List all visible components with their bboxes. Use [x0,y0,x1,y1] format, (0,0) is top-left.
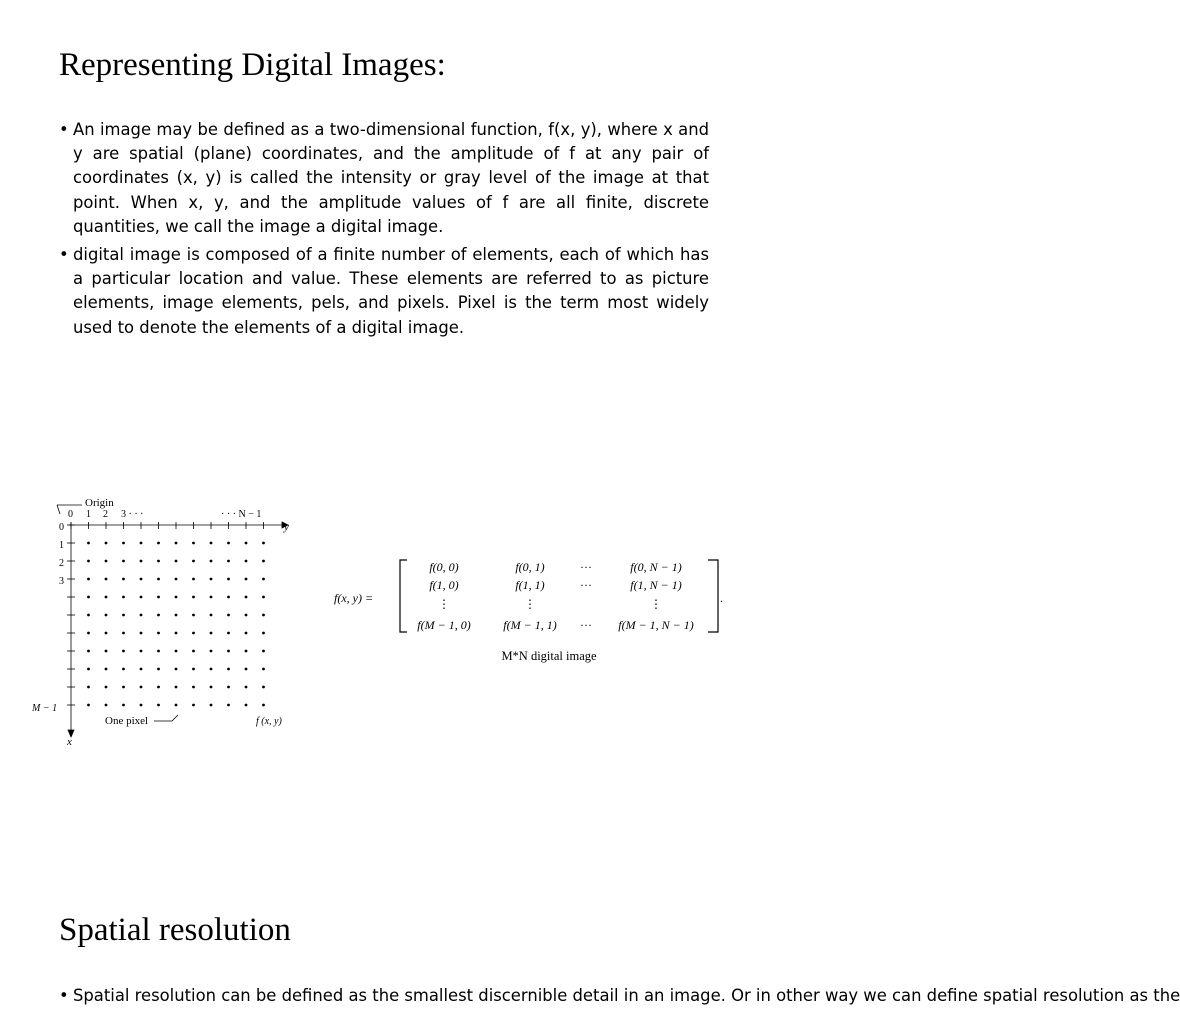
pixel-dot [87,596,90,599]
pixel-dot [122,704,125,707]
pixel-dot [262,686,265,689]
pixel-dot [140,650,143,653]
pixel-dot [245,704,248,707]
pixel-dot [157,542,160,545]
matrix-cell: f(M − 1, 0) [417,618,471,632]
column-index-label: 0 [68,509,73,520]
pixel-dot [245,632,248,635]
pixel-dot [105,542,108,545]
pixel-dot [175,650,178,653]
section-title: Spatial resolution [59,912,291,948]
pixel-dot [157,704,160,707]
matrix-caption: M*N digital image [501,649,597,663]
pixel-dot [210,596,213,599]
pixel-dot [175,704,178,707]
pixel-dot [122,614,125,617]
pixel-dot [175,686,178,689]
pixel-dot [192,668,195,671]
pixel-dot [210,686,213,689]
pixel-dot [262,560,265,563]
digital-image-figure [20,492,740,762]
left-bracket [400,560,407,632]
pixel-dot [210,578,213,581]
column-index-label: · · · N − 1 [221,509,262,520]
pixel-dot [122,632,125,635]
matrix-cell: ⋮ [438,597,450,611]
row-index-label: 3 [59,576,64,587]
pixel-dot [140,614,143,617]
matrix-cell: f(0, N − 1) [630,560,682,574]
pixel-dot [192,650,195,653]
pixel-dot [175,668,178,671]
pixel-dot [140,686,143,689]
pixel-dot [122,686,125,689]
pixel-dot [262,614,265,617]
pixel-dot [262,578,265,581]
pixel-dot [245,578,248,581]
pixel-dot [157,614,160,617]
pixel-dot [105,578,108,581]
pixel-dot [262,632,265,635]
pixel-dot [227,614,230,617]
pixel-dot [105,614,108,617]
pixel-dot [175,632,178,635]
bullet-list [59,118,709,344]
bullet-item: • Spatial resolution can be defined as the smallest discernible detail in an image. Or in other way we can define spatial resolution as the [59,984,709,1008]
pixel-dot [175,614,178,617]
pixel-dot [227,596,230,599]
pixel-dot [105,596,108,599]
pixel-dot [140,596,143,599]
matrix-cell: ⋮ [650,597,662,611]
pixel-dot [262,650,265,653]
pixel-dot [245,650,248,653]
pixel-dot [192,632,195,635]
column-index-label: 1 [86,509,91,520]
matrix-equation [334,560,723,663]
row-index-label: 2 [59,558,64,569]
pixel-dot [140,542,143,545]
axis-ticks [67,522,264,705]
pixel-dot [122,650,125,653]
row-index-label: 1 [59,540,64,551]
row-index-label: M − 1 [32,703,58,714]
bullet-list [59,984,1180,1012]
pixel-dot [192,686,195,689]
pixel-dot [157,650,160,653]
pixel-dot [122,560,125,563]
pixel-dot [210,542,213,545]
row-index-label: 0 [59,522,64,533]
matrix-cell: f(1, 0) [429,578,459,592]
pixel-dot [105,704,108,707]
pixel-dot [105,686,108,689]
pixel-dot [105,650,108,653]
pixel-dot [192,704,195,707]
pixel-dot [245,614,248,617]
pixel-dot [122,578,125,581]
matrix-cell: ··· [580,560,592,574]
pixel-dot [227,542,230,545]
pixel-dot [87,614,90,617]
pixel-dot [175,596,178,599]
pixel-dot [262,596,265,599]
matrix-row [438,597,662,611]
pixel-dot [140,560,143,563]
pixel-dot [262,704,265,707]
pixel-dot [227,632,230,635]
pixel-dot [105,560,108,563]
pixel-dot [192,614,195,617]
matrix-cell: f(M − 1, 1) [503,618,557,632]
origin-label: Origin [85,497,114,509]
pixel-dot [157,632,160,635]
pixel-dot [140,704,143,707]
pixel-dot [262,668,265,671]
pixel-dot [87,686,90,689]
pixel-dot [245,596,248,599]
pixel-dot [227,668,230,671]
pixel-dot [210,632,213,635]
pixel-dot [157,578,160,581]
matrix-cell: f(0, 1) [515,560,545,574]
matrix-cell: f(1, N − 1) [630,578,682,592]
pixel-dot [140,632,143,635]
pixel-dot [175,560,178,563]
pixel-dot [210,614,213,617]
column-index-label: 3 · · · [121,509,144,520]
pixel-dot [140,668,143,671]
pixel-dot [157,596,160,599]
right-bracket [708,560,718,632]
matrix-row [429,578,681,592]
pixel-dot [122,668,125,671]
pixel-dot [227,686,230,689]
pixel-dot [192,578,195,581]
pixel-dot [87,704,90,707]
pixel-dot [245,686,248,689]
pixel-dot [87,668,90,671]
pixel-dot [157,560,160,563]
pixel-dot [227,704,230,707]
bullet-item: • digital image is composed of a finite number of elements, each of which has a particular location and value. These elements are referred to as picture elements, image elements, pels, and pixels. Pixel is the term most widely used to denote the elements of a digital image. [59,243,709,340]
pixel-dot [122,542,125,545]
pixel-dot [87,578,90,581]
pixel-dot [140,578,143,581]
pixel-dot [245,668,248,671]
pixel-dot [157,668,160,671]
pixel-grid-diagram [57,505,288,737]
pixel-dot [245,542,248,545]
matrix-cell: ··· [580,578,592,592]
pixel-dot [87,650,90,653]
slide-title: Representing Digital Images: [59,47,446,83]
origin-arrow [57,505,60,514]
pixel-dot [175,578,178,581]
y-axis-label: y [284,521,289,533]
pixel-dot [210,560,213,563]
matrix-cell: f(1, 1) [515,578,545,592]
matrix-trailing: . [720,591,723,605]
x-axis-label: x [67,736,72,748]
matrix-row [429,560,681,574]
pixel-dot [245,560,248,563]
pixel-dot [210,668,213,671]
matrix-cell: f(M − 1, N − 1) [618,618,694,632]
matrix-row [417,618,693,632]
pixel-dot [210,650,213,653]
pixel-dot [227,650,230,653]
pixel-dot [227,578,230,581]
pixel-dot [157,686,160,689]
matrix-cell: ··· [580,618,592,632]
pixel-dot [105,632,108,635]
pixel-dot [210,704,213,707]
pixel-dot [192,560,195,563]
pixel-dot [87,560,90,563]
matrix-cell: ⋮ [524,597,536,611]
pixel-dots [87,542,265,707]
matrix-lhs: f(x, y) = [334,591,374,605]
fxy-label: f (x, y) [256,716,282,727]
pixel-dot [262,542,265,545]
pixel-dot [122,596,125,599]
bullet-item: • An image may be defined as a two-dimensional function, f(x, y), where x and y are spatial (plane) coordinates, and the amplitude of f at any pair of coordinates (x, y) is called the intensity or gray level of the image at that point. When x, y, and the amplitude values of f are all finite, discrete quantities, we call the image a digital image. [59,118,709,239]
matrix-cell: f(0, 0) [429,560,459,574]
pixel-dot [87,632,90,635]
column-index-label: 2 [103,509,108,520]
one-pixel-label: One pixel [105,715,149,727]
pixel-dot [192,542,195,545]
pixel-dot [227,560,230,563]
pixel-dot [87,542,90,545]
pixel-dot [105,668,108,671]
pixel-dot [175,542,178,545]
pixel-dot [192,596,195,599]
one-pixel-leader [154,715,178,721]
